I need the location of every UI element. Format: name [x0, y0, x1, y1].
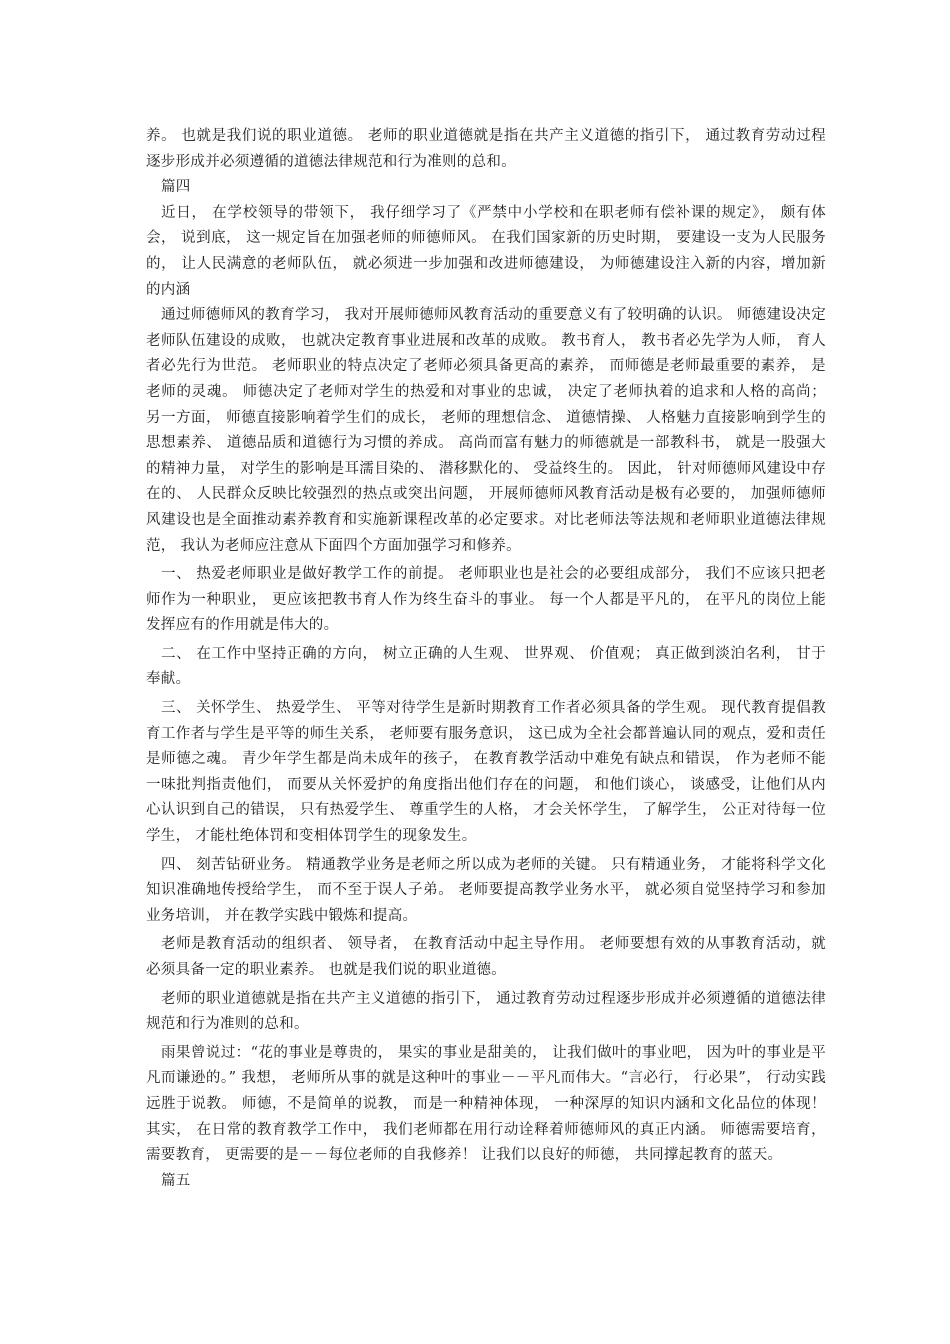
section-heading-4: 篇四 — [161, 179, 191, 196]
paragraph-8: 老师的职业道德就是指在共产主义道德的指引下， 通过教育劳动过程逐步形成并必须遵循的道德法律规范和行为准则的总和。 — [146, 990, 826, 1033]
document-body — [146, 124, 826, 1194]
paragraph-5: 三、 关怀学生、 热爱学生、 平等对待学生是新时期教育工作者必须具备的学生观。 现代教育提倡教育工作者与学生是平等的师生关系， 老师要有服务意识， 这已成为全社会都普遍认同的观点，爱和责任是师德之魂。 青少年学生都是尚未成年的孩子， 在教育教学活动中难免有缺点和错误， 作为老师不能一味批判指责他们， 而要从关怀爱护的角度指出他们存在的问题， 和他们谈心， 谈感受，让他们从内心认识到自己的错误， 只有热爱学生、 尊重学生的人格， 才会关怀学生， 了解学生， 公正对待每一位学生， 才能杜绝体罚和变相体罚学生的现象发生。 — [146, 700, 826, 845]
paragraph-9: 雨果曾说过：“花的事业是尊贵的， 果实的事业是甜美的， 让我们做叶的事业吧， 因为叶的事业是平凡而谦逊的。” 我想， 老师所从事的就是这种叶的事业－－平凡而伟大。“言必行， 行必果”， 行动实践远胜于说教。 师德，不是简单的说教， 而是一种精神体现， 一种深厚的知识内涵和文化品位的体现！ 其实， 在日常的教育教学工作中， 我们老师都在用行动诠释着师德师风的真正内涵。 师德需要培育， 需要教育， 更需要的是－－每位老师的自我修养！ 让我们以良好的师德， 共同撑起教育的蓝天。 — [146, 1044, 826, 1164]
paragraph-3: 一、 热爱老师职业是做好教学工作的前提。 老师职业也是社会的必要组成部分， 我们不应该只把老师作为一种职业， 更应该把教书育人作为终生奋斗的事业。 每一个人都是平凡的， 在平凡的岗位上能发挥应有的作用就是伟大的。 — [146, 566, 826, 634]
paragraph-1: 近日， 在学校领导的带领下， 我仔细学习了《严禁中小学校和在职老师有偿补课的规定》， 颇有体会， 说到底， 这一规定旨在加强老师的师德师风。 在我们国家新的历史时期， 要建设一支为人民服务的， 让人民满意的老师队伍， 就必须进一步加强和改进师德建设， 为师德建设注入新的内容，增加新的内涵 — [146, 204, 826, 298]
paragraph-4: 二、 在工作中坚持正确的方向， 树立正确的人生观、 世界观、 价值观； 真正做到淡泊名利， 甘于奉献。 — [146, 645, 826, 688]
paragraph-6: 四、 刻苦钻研业务。 精通教学业务是老师之所以成为老师的关键。 只有精通业务， 才能将科学文化知识准确地传授给学生， 而不至于误人子弟。 老师要提高教学业务水平， 就必须自觉坚持学习和参加业务培训， 并在教学实践中锻炼和提高。 — [146, 856, 826, 924]
section-heading-5: 篇五 — [161, 1172, 191, 1189]
intro-paragraph: 养。 也就是我们说的职业道德。 老师的职业道德就是指在共产主义道德的指引下， 通过教育劳动过程逐步形成并必须遵循的道德法律规范和行为准则的总和。 — [146, 128, 826, 170]
paragraph-7: 老师是教育活动的组织者、 领导者， 在教育活动中起主导作用。 老师要想有效的从事教育活动，就必须具备一定的职业素养。 也就是我们说的职业道德。 — [146, 936, 826, 978]
paragraph-2: 通过师德师风的教育学习， 我对开展师德师风教育活动的重要意义有了较明确的认识。 师德建设决定老师队伍建设的成败， 也就决定教育事业进展和改革的成败。 教书育人， 教书者必先学为人师， 育人者必先行为世范。 老师职业的特点决定了老师必须具备更高的素养， 而师德是老师最重要的素养， 是老师的灵魂。 师德决定了老师对学生的热爱和对事业的忠诚， 决定了老师执着的追求和人格的高尚； 另一方面， 师德直接影响着学生们的成长， 老师的理想信念、 道德情操、 人格魅力直接影响到学生的思想素养、 道德品质和道德行为习惯的养成。 高尚而富有魅力的师德就是一部教科书， 就是一股强大的精神力量， 对学生的影响是耳濡目染的、 潜移默化的、 受益终生的。 因此， 针对师德师风建设中存在的、 人民群众反映比较强烈的热点或突出问题， 开展师德师风教育活动是极有必要的， 加强师德师风建设也是全面推动素养教育和实施新课程改革的必定要求。对比老师法等法规和老师职业道德法律规范， 我认为老师应注意从下面四个方面加强学习和修养。 — [146, 307, 826, 554]
